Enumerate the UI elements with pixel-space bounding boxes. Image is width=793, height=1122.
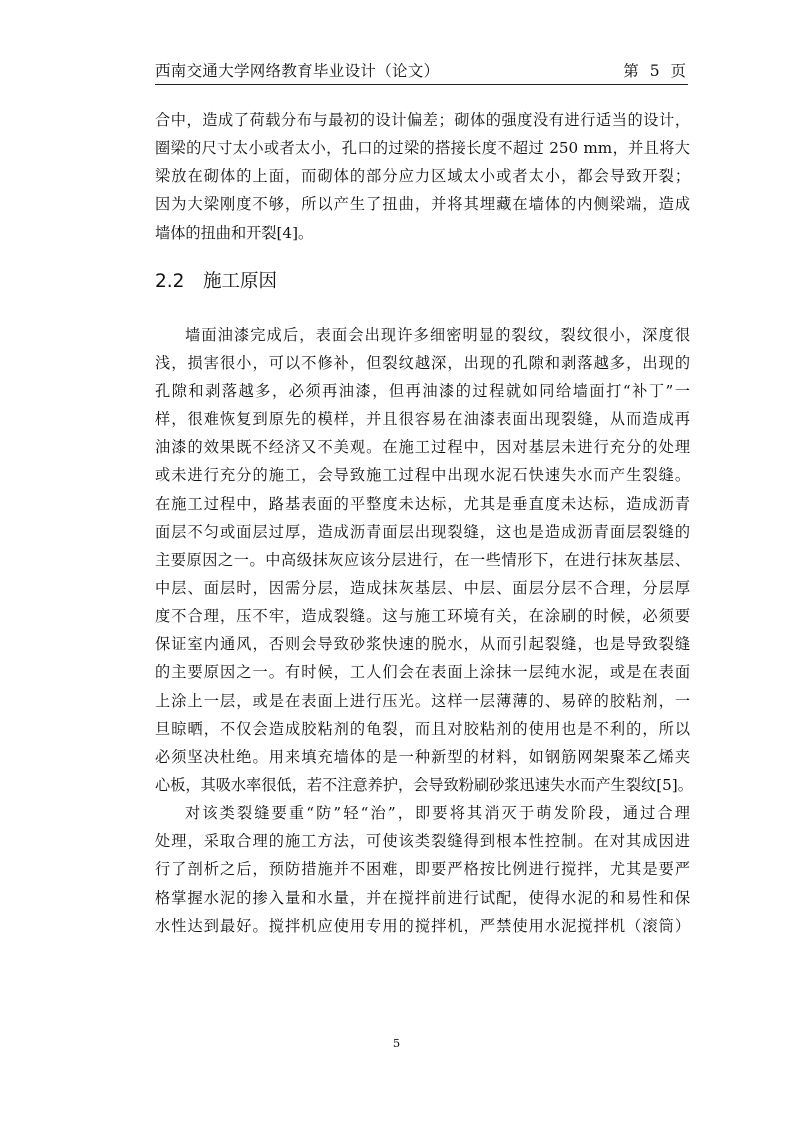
- text-line: 油漆的效果既不经济又不美观。在施工过程中，因对基层未进行充分的处理: [155, 438, 690, 457]
- text-line: 水性达到最好。搅拌机应使用专用的搅拌机，严禁使用水泥搅拌机（滚筒）: [155, 916, 690, 935]
- text-line: 梁放在砌体的上面，而砌体的部分应力区域太小或者太小，都会导致开裂；: [155, 167, 690, 186]
- text-line: 度不合理，压不牢，造成裂缝。这与施工环境有关，在涂刷的时候，必须要: [155, 607, 690, 626]
- header-page-label: 第 5 页: [623, 62, 686, 80]
- text-line: 心板，其吸水率很低，若不注意养护，会导致粉刷砂浆迅速失水而产生裂纹[5]。: [155, 775, 693, 794]
- text-line: 墙面油漆完成后，表面会出现许多细密明显的裂纹，裂纹很小，深度很: [185, 325, 690, 344]
- text-line: 合中，造成了荷载分布与最初的设计偏差；砌体的强度没有进行适当的设计，: [155, 111, 690, 129]
- text-line: 孔隙和剥落越多，必须再油漆，但再油漆的过程就如同给墙面打“补丁”一: [155, 381, 690, 400]
- section-number: 2.2: [155, 270, 185, 292]
- section-heading: [155, 250, 690, 314]
- paragraph: [155, 799, 690, 940]
- text-line: 上涂上一层，或是在表面上进行压光。这样一层薄薄的、易碎的胶粘剂，一: [155, 691, 690, 710]
- text-line: 样，很难恢复到原先的模样，并且很容易在油漆表面出现裂缝，从而造成再: [155, 410, 690, 429]
- text-line: 必须坚决杜绝。用来填充墙体的是一种新型的材料，如钢筋网架聚苯乙烯夹: [155, 747, 690, 766]
- text-line: 在施工过程中，路基表面的平整度未达标，尤其是垂直度未达标，造成沥青: [155, 494, 690, 513]
- text-line: 格掌握水泥的掺入量和水量，并在搅拌前进行试配，使得水泥的和易性和保: [155, 888, 690, 907]
- text-line: 因为大梁刚度不够，所以产生了扭曲，并将其埋藏在墙体的内侧梁端，造成: [155, 195, 690, 214]
- page-header: [155, 56, 688, 85]
- page-number: 5: [392, 1036, 401, 1050]
- text-line: 主要原因之一。中高级抹灰应该分层进行，在一些情形下，在进行抹灰基层、: [155, 550, 690, 569]
- text-line: 旦晾晒，不仅会造成胶粘剂的龟裂，而且对胶粘剂的使用也是不利的，所以: [155, 719, 690, 738]
- text-line: 的主要原因之一。有时候，工人们会在表面上涂抹一层纯水泥，或是在表面: [155, 663, 690, 682]
- header-title: 西南交通大学网络教育毕业设计（论文）: [155, 62, 440, 80]
- text-line: 浅，损害很小，可以不修补，但裂纹越深，出现的孔隙和剥落越多，出现的: [155, 353, 690, 372]
- text-line: 面层不匀或面层过厚，造成沥青面层出现裂缝，这也是造成沥青面层裂缝的: [155, 522, 690, 541]
- body-content: [155, 106, 693, 940]
- text-line: 墙体的扭曲和开裂[4]。: [155, 223, 314, 242]
- text-line: 中层、面层时，因需分层，造成抹灰基层、中层、面层分层不合理，分层厚: [155, 578, 690, 597]
- text-line: 或未进行充分的施工，会导致施工过程中出现水泥石快速失水而产生裂缝。: [155, 466, 690, 485]
- text-line: 对该类裂缝要重“防”轻“治”，即要将其消灭于萌发阶段，通过合理: [185, 804, 690, 823]
- text-line: 圈梁的尺寸太小或者太小，孔口的过梁的搭接长度不超过 250 mm，并且将大: [155, 139, 690, 158]
- text-line: 处理，采取合理的施工方法，可使该类裂缝得到根本性控制。在对其成因进: [155, 832, 690, 851]
- text-line: 行了剖析之后，预防措施并不困难，即要严格按比例进行搅拌，尤其是要严: [155, 860, 690, 879]
- section-title: 施工原因: [203, 270, 278, 292]
- text-line: 保证室内通风，否则会导致砂浆快速的脱水，从而引起裂缝，也是导致裂缝: [155, 635, 690, 654]
- paragraph: [155, 321, 693, 799]
- paragraph: [155, 106, 690, 247]
